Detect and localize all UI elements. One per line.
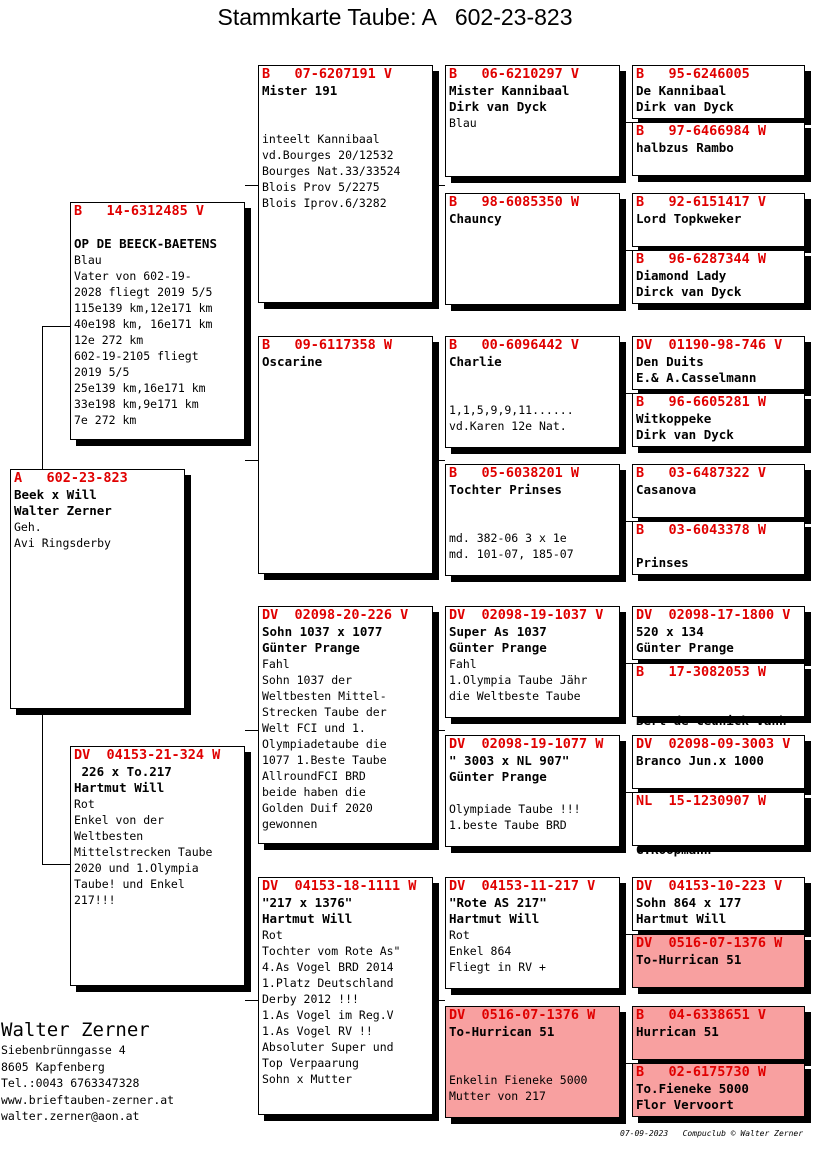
pigeon-card[interactable] <box>258 877 433 1115</box>
ring-number: DV 04153-18-1111 W <box>262 878 417 894</box>
pigeon-note-line: 1.As Vogel im Reg.V <box>262 1008 394 1022</box>
ring-number: B 04-6338651 V <box>636 1007 767 1023</box>
page-title: Stammkarte Taube: A 602-23-823 <box>217 4 573 30</box>
pigeon-note-line: 1.beste Taube BRD <box>449 818 567 832</box>
pigeon-note-line <box>636 539 804 555</box>
pigeon-name-line: " 3003 x NL 907" <box>449 753 570 768</box>
ring-number: DV 04153-21-324 W <box>74 747 221 763</box>
connector-line <box>42 709 43 864</box>
pigeon-name-line: Dirck van Dyck <box>636 284 742 299</box>
pigeon-name-line: Branco Jun.x 1000 <box>636 753 764 768</box>
pigeon-note-line <box>449 370 619 386</box>
connector-line <box>433 185 445 186</box>
pigeon-note-line: Welt FCI und 1. <box>262 721 366 735</box>
pigeon-name-line: Hartmut Will <box>449 911 540 926</box>
pigeon-note-line: 7e 272 km <box>74 413 137 427</box>
pigeon-note-line: Top Verpaarung <box>262 1056 359 1070</box>
ring-number: B 02-6175730 W <box>636 1064 767 1080</box>
ring-number: B 96-6287344 W <box>636 251 767 267</box>
pigeon-note-line: Enkelin Fieneke 5000 <box>449 1073 588 1087</box>
pigeon-note-line: Fahl <box>262 657 290 671</box>
pigeon-note-line <box>74 220 244 236</box>
ring-number: DV 02098-19-1077 W <box>449 736 604 752</box>
ring-number: B 14-6312485 V <box>74 203 205 219</box>
pigeon-name-line: Chauncy <box>449 211 502 226</box>
pigeon-note-line: 217!!! <box>74 893 116 907</box>
ring-number: B 00-6096442 V <box>449 337 580 353</box>
pigeon-note-line: beide haben die <box>262 785 366 799</box>
ring-number: DV 0516-07-1376 W <box>449 1007 596 1023</box>
pigeon-note-line <box>449 514 619 530</box>
connector-line <box>245 730 258 731</box>
connector-line <box>433 460 445 461</box>
pigeon-card[interactable] <box>445 336 620 448</box>
ring-number: DV 04153-10-223 V <box>636 878 783 894</box>
pigeon-note-line <box>636 810 804 826</box>
owner-city: 8605 Kapfenberg <box>1 1059 105 1074</box>
pigeon-card[interactable] <box>632 663 805 728</box>
pigeon-name-line: Hurrican 51 <box>636 1024 719 1039</box>
pigeon-note-line <box>636 826 804 842</box>
ring-number: DV 02098-19-1037 V <box>449 607 604 623</box>
pigeon-card[interactable] <box>632 934 805 988</box>
pigeon-note-line: md. 382-06 3 x 1e <box>449 531 567 545</box>
pigeon-card[interactable] <box>10 469 185 709</box>
pigeon-note-line: 40e198 km, 16e171 km <box>74 317 213 331</box>
pigeon-note-line: Bourges Nat.33/33524 <box>262 164 401 178</box>
pigeon-name-line: OP DE BEECK-BAETENS <box>74 236 217 251</box>
pigeon-card[interactable] <box>445 193 620 305</box>
pigeon-note-line <box>262 115 432 131</box>
pigeon-note-line: Tochter vom Rote As" <box>262 944 401 958</box>
pigeon-note-line: Rot <box>449 928 470 942</box>
connector-line <box>433 730 445 731</box>
pigeon-note-line: Weltbesten <box>74 829 144 843</box>
pigeon-name-line: Witkoppeke <box>636 411 712 426</box>
pigeon-name-line: Super As 1037 <box>449 624 547 639</box>
pigeon-card[interactable] <box>632 1063 805 1117</box>
pigeon-note-line: Rot <box>262 928 283 942</box>
pigeon-note-line <box>449 386 619 402</box>
pigeon-note-line <box>449 785 619 801</box>
pigeon-note-line: vd.Karen 12e Nat. <box>449 419 567 433</box>
pigeon-card[interactable] <box>632 193 805 247</box>
pigeon-note-line: 1.Platz Deutschland <box>262 976 394 990</box>
pigeon-note-line: inteelt Kannibaal <box>262 132 380 146</box>
pigeon-card[interactable] <box>70 746 245 986</box>
pigeon-card[interactable] <box>632 877 805 931</box>
ring-number: DV 02098-17-1800 V <box>636 607 791 623</box>
pigeon-note-line: Olympiade Taube !!! <box>449 802 581 816</box>
pigeon-name-line: Casanova <box>636 482 697 497</box>
pigeon-card[interactable] <box>632 735 805 789</box>
connector-line <box>620 1063 632 1064</box>
pigeon-name-line: Dirk van Dyck <box>636 99 734 114</box>
pigeon-name-line: De Kannibaal <box>636 83 727 98</box>
pigeon-name-line: Sohn 1037 x 1077 <box>262 624 383 639</box>
pigeon-name-line: To.Fieneke 5000 <box>636 1081 749 1096</box>
connector-line <box>620 393 632 394</box>
pigeon-name-line: Bert de Ceunick-Vanh <box>636 713 787 728</box>
pigeon-card[interactable] <box>632 606 805 660</box>
pigeon-name-line: Hartmut Will <box>262 911 353 926</box>
ring-number: B 06-6210297 V <box>449 66 580 82</box>
pigeon-note-line: Fliegt in RV + <box>449 960 546 974</box>
connector-line <box>620 122 632 123</box>
pigeon-name-line: Lord Topkweker <box>636 211 742 226</box>
owner-email[interactable]: walter.zerner@aon.at <box>1 1109 140 1123</box>
pigeon-name-line: Den Duits <box>636 354 704 369</box>
pigeon-card[interactable] <box>632 393 805 447</box>
pigeon-note-line: 2019 5/5 <box>74 365 130 379</box>
pigeon-card[interactable] <box>445 464 620 576</box>
pigeon-note-line: gewonnen <box>262 817 318 831</box>
pigeon-name-line: Hartmut Will <box>74 780 165 795</box>
ring-number: B 17-3082053 W <box>636 664 767 680</box>
pigeon-note-line: 1.As Vogel RV !! <box>262 1024 373 1038</box>
pigeon-note-line: Weltbesten Mittel- <box>262 689 387 703</box>
pigeon-name-line: Oscarine <box>262 354 323 369</box>
pigeon-name-line: "Rote AS 217" <box>449 895 547 910</box>
pigeon-note-line: Fahl <box>449 657 477 671</box>
pigeon-name-line: Walter Zerner <box>14 503 112 518</box>
pigeon-note-line: 25e139 km,16e171 km <box>74 381 206 395</box>
pigeon-note-line: md. 101-07, 185-07 <box>449 547 574 561</box>
owner-name: Walter Zerner <box>1 1019 150 1041</box>
connector-line <box>620 663 632 664</box>
pigeon-name-line: Günter Prange <box>449 640 547 655</box>
pigeon-note-line <box>449 498 619 514</box>
pigeon-name-line: Beek x Will <box>14 487 97 502</box>
owner-phone: Tel.:0043 6763347328 <box>1 1076 140 1090</box>
pigeon-note-line: Mittelstrecken Taube <box>74 845 213 859</box>
pigeon-name-line: G.Koopmann <box>636 842 712 857</box>
pigeon-name-line: Günter Prange <box>449 769 547 784</box>
pigeon-note-line: 1.Olympia Taube Jähr <box>449 673 588 687</box>
pigeon-note-line: Blois Prov 5/2275 <box>262 180 380 194</box>
pigeon-note-line <box>636 697 804 713</box>
pigeon-note-line: Avi Ringsderby <box>14 536 111 550</box>
pigeon-card[interactable] <box>445 735 620 847</box>
pigeon-note-line: Strecken Taube der <box>262 705 387 719</box>
ring-number: DV 02098-09-3003 V <box>636 736 791 752</box>
pigeon-note-line: die Weltbeste Taube <box>449 689 581 703</box>
ring-number: B 96-6605281 W <box>636 394 767 410</box>
pigeon-card[interactable] <box>632 122 805 176</box>
pigeon-note-line: Olympiadetaube die <box>262 737 387 751</box>
pigeon-name-line: halbzus Rambo <box>636 140 734 155</box>
pigeon-note-line <box>636 681 804 697</box>
pigeon-name-line: Tochter Prinses <box>449 482 562 497</box>
pigeon-note-line: vd.Bourges 20/12532 <box>262 148 394 162</box>
ring-number: DV 02098-20-226 V <box>262 607 409 623</box>
ring-number: DV 01190-98-746 V <box>636 337 783 353</box>
connector-line <box>42 326 43 469</box>
pigeon-name-line: "217 x 1376" <box>262 895 353 910</box>
pigeon-card[interactable] <box>632 792 805 857</box>
pigeon-note-line: Absoluter Super und <box>262 1040 394 1054</box>
pigeon-note-line: AllroundFCI BRD <box>262 769 366 783</box>
pigeon-card[interactable] <box>70 202 245 440</box>
pigeon-note-line: Blau <box>74 253 102 267</box>
pigeon-card[interactable] <box>445 877 620 989</box>
pigeon-name-line: To-Hurrican 51 <box>449 1024 555 1039</box>
ring-number: B 07-6207191 V <box>262 66 393 82</box>
pigeon-name-line: Dirk van Dyck <box>449 99 547 114</box>
pigeon-name-line: Prinses <box>636 555 689 570</box>
ring-number: DV 04153-11-217 V <box>449 878 596 894</box>
pigeon-card[interactable] <box>632 464 805 518</box>
pigeon-name-line: Dirk van Dyck <box>636 427 734 442</box>
pigeon-note-line: 2028 fliegt 2019 5/5 <box>74 285 213 299</box>
pigeon-name-line: Günter Prange <box>262 640 360 655</box>
ring-number: B 95-6246005 <box>636 66 750 82</box>
connector-line <box>245 1000 258 1001</box>
pigeon-note-line: 115e139 km,12e171 km <box>74 301 213 315</box>
pigeon-name-line: Mister Kannibaal <box>449 83 570 98</box>
pigeon-name-line: Mister 191 <box>262 83 338 98</box>
footer-credit: 07-09-2023 Compuclub © Walter Zerner <box>620 1129 804 1138</box>
owner-address <box>1 1018 174 1125</box>
ring-number: B 05-6038201 W <box>449 465 580 481</box>
pigeon-card[interactable] <box>258 336 433 574</box>
pigeon-card[interactable] <box>445 1006 620 1118</box>
ring-number: B 98-6085350 W <box>449 194 580 210</box>
pigeon-note-line: Geh. <box>14 520 42 534</box>
pigeon-name-line: 520 x 134 <box>636 624 704 639</box>
connector-line <box>42 326 70 327</box>
pigeon-name-line: Günter Prange <box>636 640 734 655</box>
ring-number: NL 15-1230907 W <box>636 793 767 809</box>
pigeon-card[interactable] <box>258 606 433 844</box>
pigeon-card[interactable] <box>632 521 805 575</box>
pigeon-card[interactable] <box>445 606 620 718</box>
pigeon-note-line: Blois Iprov.6/3282 <box>262 196 387 210</box>
owner-website[interactable]: www.brieftauben-zerner.at <box>1 1092 175 1107</box>
pigeon-note-line: Vater von 602-19- <box>74 269 192 283</box>
pigeon-note-line: 2020 und 1.Olympia <box>74 861 199 875</box>
pigeon-note-line <box>449 1040 619 1056</box>
pigeon-note-line: Taube! und Enkel <box>74 877 185 891</box>
pigeon-note-line: 602-19-2105 fliegt <box>74 349 199 363</box>
pigeon-note-line: Mutter von 217 <box>449 1089 546 1103</box>
connector-line <box>620 521 632 522</box>
pigeon-name-line: To-Hurrican 51 <box>636 952 742 967</box>
pigeon-note-line: Derby 2012 !!! <box>262 992 359 1006</box>
pigeon-card[interactable] <box>632 1006 805 1060</box>
pigeon-note-line: 1,1,5,9,9,11...... <box>449 403 574 417</box>
connector-line <box>42 864 70 865</box>
pigeon-note-line: Sohn x Mutter <box>262 1072 353 1086</box>
pigeon-name-line: Diamond Lady <box>636 268 727 283</box>
connector-line <box>245 185 258 186</box>
pigeon-name-line: Sohn 864 x 177 <box>636 895 742 910</box>
pigeon-name-line: Charlie <box>449 354 502 369</box>
pigeon-note-line <box>262 99 432 115</box>
ring-number: B 03-6043378 W <box>636 522 767 538</box>
pigeon-card[interactable] <box>445 65 620 177</box>
connector-line <box>620 934 632 935</box>
pigeon-note-line: Rot <box>74 797 95 811</box>
owner-street: Siebenbrünngasse 4 <box>1 1043 126 1057</box>
pigeon-name-line: 226 x To.217 <box>74 764 172 779</box>
ring-number: B 97-6466984 W <box>636 123 767 139</box>
ring-number: A 602-23-823 <box>14 470 128 486</box>
connector-line <box>620 792 632 793</box>
pigeon-name-line: E.& A.Casselmann <box>636 370 757 385</box>
pigeon-name-line: Flor Vervoort <box>636 1097 734 1112</box>
pigeon-note-line <box>449 1056 619 1072</box>
pigeon-note-line: Enkel von der <box>74 813 165 827</box>
ring-number: DV 0516-07-1376 W <box>636 935 783 951</box>
pigeon-card[interactable] <box>632 65 805 119</box>
pigeon-note-line: Enkel 864 <box>449 944 512 958</box>
pigeon-name-line: Hartmut Will <box>636 911 727 926</box>
ring-number: B 92-6151417 V <box>636 194 767 210</box>
connector-line <box>620 250 632 251</box>
pigeon-note-line: Blau <box>449 116 477 130</box>
pigeon-note-line: Golden Duif 2020 <box>262 801 373 815</box>
ring-number: B 09-6117358 W <box>262 337 393 353</box>
connector-line <box>245 460 258 461</box>
connector-line <box>433 1000 445 1001</box>
ring-number: B 03-6487322 V <box>636 465 767 481</box>
pigeon-note-line: Sohn 1037 der <box>262 673 353 687</box>
pigeon-note-line: 12e 272 km <box>74 333 144 347</box>
pigeon-note-line: 1077 1.Beste Taube <box>262 753 387 767</box>
pigeon-note-line: 4.As Vogel BRD 2014 <box>262 960 394 974</box>
pigeon-card[interactable] <box>258 65 433 303</box>
pigeon-card[interactable] <box>632 336 805 390</box>
pigeon-note-line: 33e198 km,9e171 km <box>74 397 199 411</box>
pigeon-card[interactable] <box>632 250 805 304</box>
